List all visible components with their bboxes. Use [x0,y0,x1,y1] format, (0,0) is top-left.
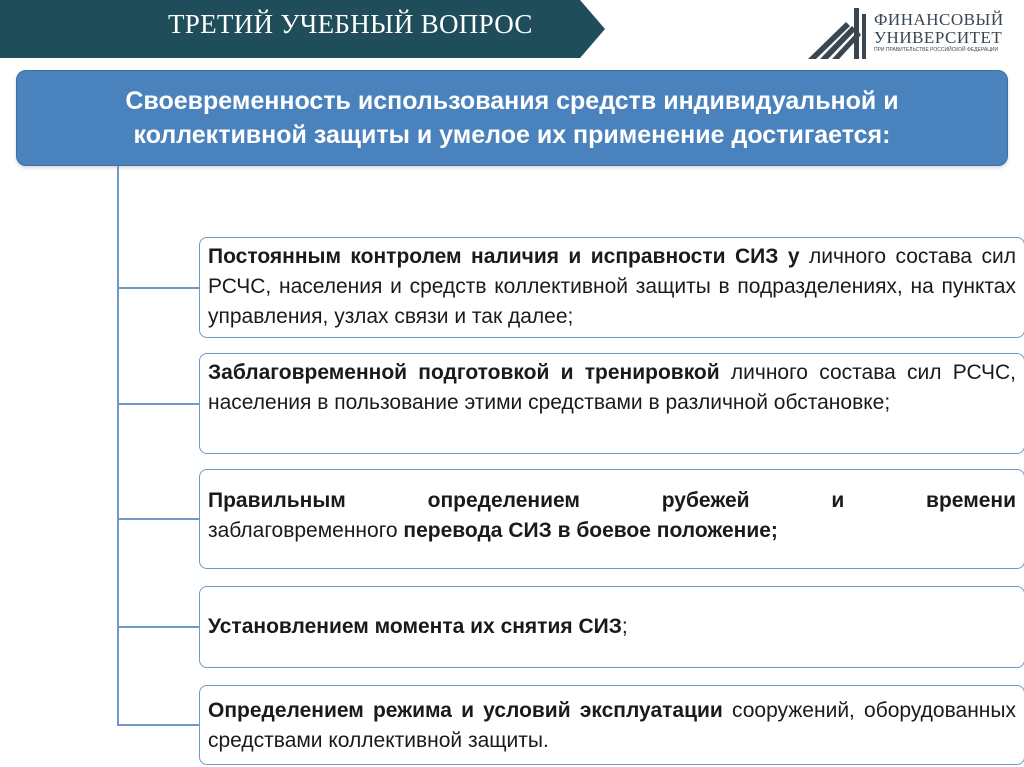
list-item-bold: Определением режима и условий эксплуатации [208,699,723,722]
logo-emblem-icon [806,4,872,60]
list-item-bold: Правильным определением рубежей и времени [208,489,1016,512]
university-logo [806,4,1016,60]
tree-branch-2 [117,403,199,405]
list-item-text [208,358,1016,418]
list-item-line2 [208,516,1016,546]
list-item [199,469,1024,569]
list-item-line1 [208,486,1016,516]
list-item-rest: личного состава сил РСЧС, населения и средств коллективной защиты в подразделениях, на пунктах управления, узлах связи и так далее; [208,245,1016,328]
tree-trunk-line [117,166,119,726]
tree-branch-3 [117,518,199,520]
logo-subtitle: ПРИ ПРАВИТЕЛЬСТВЕ РОССИЙСКОЙ ФЕДЕРАЦИИ [874,47,999,53]
logo-name-line2: УНИВЕРСИТЕТ [874,28,1003,47]
list-item-bold: Постоянным контролем наличия и исправности СИЗ у [208,245,800,268]
list-item-text [208,696,1016,756]
list-item-bold: Установлением момента их снятия СИЗ [208,615,622,638]
section-banner [0,0,605,58]
list-item [199,237,1024,338]
logo-name-line1: ФИНАНСОВЫЙ [874,10,1004,29]
list-item [199,586,1024,668]
list-item-rest: сооружений, оборудованных средствами коллективной защиты. [208,699,1016,752]
tree-branch-4 [117,626,199,628]
list-item-text [208,612,628,642]
main-statement-text [105,84,918,152]
main-statement-line1: Своевременность использования средств индивидуальной и [125,87,899,115]
tree-branch-5 [117,724,199,726]
list-item-bold2: перевода СИЗ в боевое положение; [403,519,778,542]
banner-title: ТРЕТИЙ УЧЕБНЫЙ ВОПРОС [168,9,533,39]
main-statement-box [16,70,1008,166]
main-statement-line2: коллективной защиты и умелое их применение достигается: [133,121,891,149]
list-item-text [208,242,1016,332]
tree-branch-1 [117,287,199,289]
list-item-rest: личного состава сил РСЧС, населения в пользование этими средствами в различной обстановке; [208,361,1017,414]
list-item-bold: Заблаговременной подготовкой и тренировкой [208,361,720,384]
list-item [199,353,1024,454]
list-item-rest: заблаговременного [208,519,404,542]
list-item-rest: ; [621,615,628,638]
list-item [199,685,1024,765]
